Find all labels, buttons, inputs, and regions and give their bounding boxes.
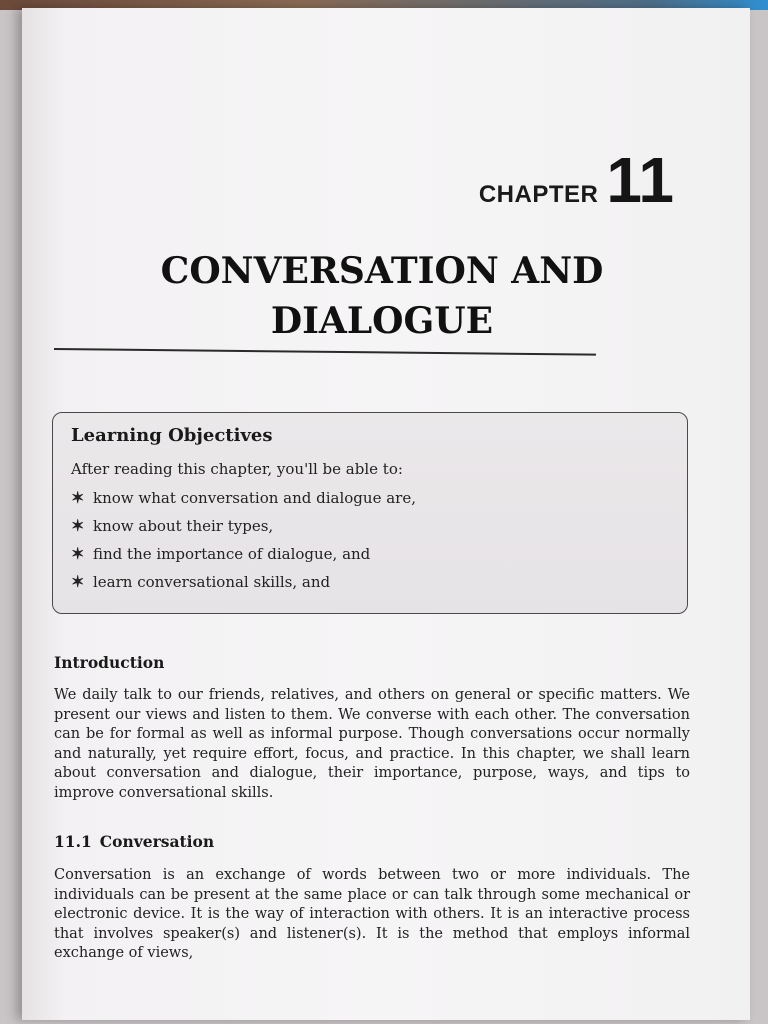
chapter-title-line-2: DIALOGUE: [270, 300, 494, 342]
objective-item: [71, 568, 669, 596]
learning-objectives-intro: After reading this chapter, you'll be able to:: [71, 460, 403, 478]
title-divider: [54, 348, 596, 356]
chapter-title: [102, 246, 662, 346]
chapter-label: [478, 144, 674, 216]
asterisk-bullet-icon: ✶: [71, 544, 85, 563]
objective-item: [71, 512, 669, 540]
objective-text: learn conversational skills, and: [93, 573, 331, 591]
objective-text: know what conversation and dialogue are,: [93, 489, 416, 507]
objective-text: know about their types,: [93, 517, 274, 535]
objective-item: [71, 484, 669, 512]
learning-objectives-heading: Learning Objectives: [71, 425, 273, 446]
learning-objectives-box: [52, 412, 688, 614]
chapter-title-line-1: CONVERSATION AND: [160, 250, 604, 292]
conversation-paragraph: Conversation is an exchange of words between two or more individuals. The individuals can be present at the same place or can talk through some mechanical or electronic device. It is the way of interaction with others. It is an interactive process that involves speaker(s) and listener(s). It is the method that employs informal exchange of views,: [54, 867, 690, 962]
chapter-word: CHAPTER: [478, 181, 599, 208]
asterisk-bullet-icon: ✶: [71, 488, 85, 507]
asterisk-bullet-icon: ✶: [71, 572, 85, 591]
section-number: 11.1: [54, 832, 92, 851]
section-title: Conversation: [99, 832, 215, 851]
introduction-heading: Introduction: [54, 653, 165, 672]
section-11-1-heading: [54, 832, 214, 851]
objective-item: [71, 540, 669, 568]
introduction-paragraph: We daily talk to our friends, relatives, and others on general or specific matters. We present our views and listen to them. We converse with each other. The conversation can be for formal as well as informal purpose. Though conversations occur normally and naturally, yet require effort, focus, and practice. In this chapter, we shall learn about conversation and dialogue, their importance, purpose, ways, and tips to improve conversational skills.: [54, 687, 690, 801]
asterisk-bullet-icon: ✶: [71, 516, 85, 535]
chapter-number: 11: [606, 144, 674, 216]
book-page: [22, 8, 750, 1020]
learning-objectives-list: [71, 484, 669, 596]
objective-text: find the importance of dialogue, and: [93, 545, 371, 563]
